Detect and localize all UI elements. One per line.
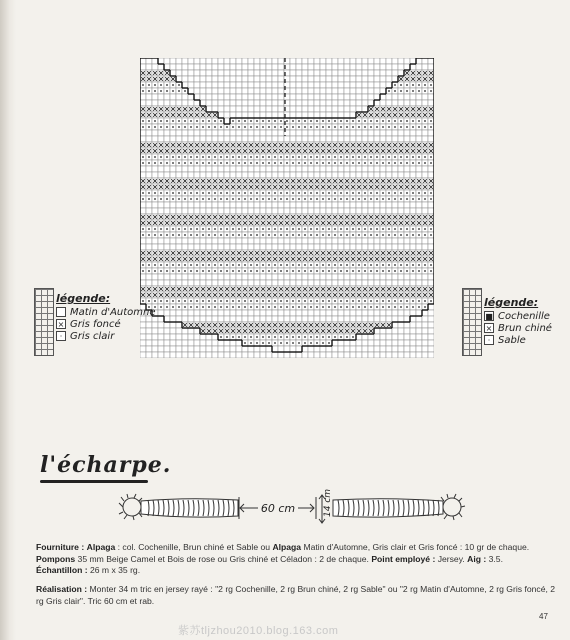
scarf-illustration xyxy=(118,485,468,535)
pompons-line: Pompons 35 mm Beige Camel et Bois de rose ou Gris chiné et Céladon : 2 de chaque. Point employé : Jersey. Aig : 3.5. xyxy=(36,553,503,564)
legend-left-item xyxy=(56,306,156,318)
legend-label: Matin d'Automne xyxy=(70,306,156,318)
legend-label: Gris clair xyxy=(70,330,115,342)
legend-label: Sable xyxy=(498,334,526,346)
materials-paragraph xyxy=(36,542,556,577)
legend-symbol-dot: · xyxy=(56,331,66,341)
legend-grid-strip-right xyxy=(462,288,482,356)
legend-right-item xyxy=(484,310,552,322)
length-label: 60 cm xyxy=(260,502,296,515)
legend-left-item xyxy=(56,318,156,330)
watermark: 紫苏tljzhou2010.blog.163.com xyxy=(178,625,339,637)
legend-left-item xyxy=(56,330,156,342)
gauge-line: Échantillon : 26 m x 35 rg. xyxy=(36,565,141,575)
legend-right xyxy=(484,296,552,346)
legend-right-item xyxy=(484,334,552,346)
page-number: 47 xyxy=(539,612,548,621)
book-binding xyxy=(0,0,16,640)
legend-label: Cochenille xyxy=(498,310,550,322)
title-underline xyxy=(40,480,148,483)
legend-symbol-dot: · xyxy=(484,335,494,345)
legend-right-item xyxy=(484,322,552,334)
materials-line: Fourniture : Alpaga : col. Cochenille, Brun chiné et Sable ou Alpaga Matin d'Automne, Gris clair et Gris foncé : 10 gr de chaque. xyxy=(36,542,530,552)
legend-symbol-cross: × xyxy=(485,323,493,333)
section-title: l'écharpe. xyxy=(40,452,172,478)
legend-label: Gris foncé xyxy=(70,318,121,330)
legend-symbol-cross: × xyxy=(57,319,65,329)
knitting-chart xyxy=(140,58,434,358)
legend-left xyxy=(56,292,156,342)
legend-symbol-empty xyxy=(56,307,66,317)
width-label: 14 cm xyxy=(323,488,333,517)
legend-left-title: légende: xyxy=(56,292,111,305)
instructions-paragraph: Réalisation : Monter 34 m tric en jersey rayé : "2 rg Cochenille, 2 rg Brun chiné, 2 rg Sable" ou "2 rg Matin d'Automne, 2 rg Gris foncé, 2 rg Gris clair". Tric 60 cm et rab. xyxy=(36,584,556,606)
legend-symbol-filled: ■ xyxy=(485,311,493,321)
legend-label: Brun chiné xyxy=(498,322,552,334)
legend-right-title: légende: xyxy=(484,296,539,309)
legend-grid-strip-left xyxy=(34,288,54,356)
